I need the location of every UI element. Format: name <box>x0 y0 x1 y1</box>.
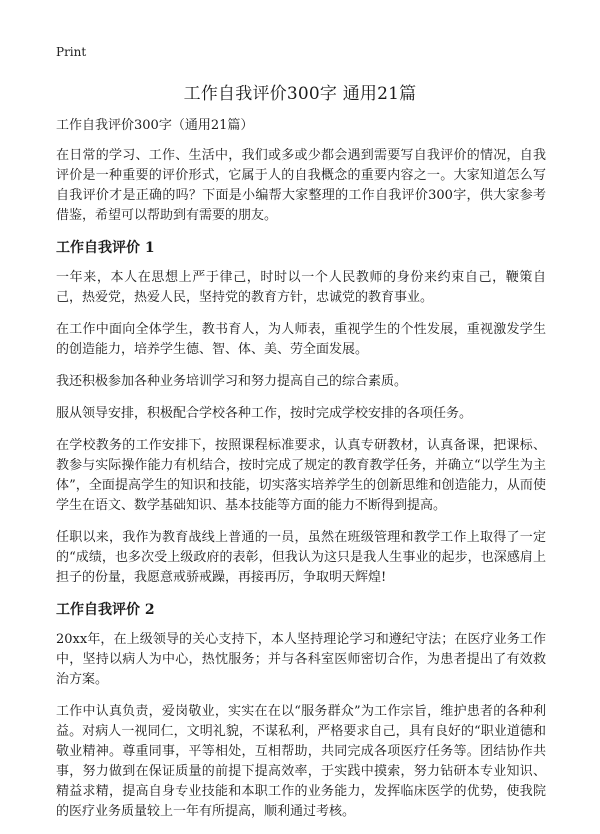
section-heading-2: 工作自我评价 2 <box>56 602 155 618</box>
paragraph: 工作中认真负责，爱岗敬业，实实在在以“服务群众”为工作宗旨，维护患者的各种利益。对病人一视同仁，文明礼貌，不谋私利，严格要求自己，具有良好的“职业道德和敬业精神。尊重同事，平等相处，互相帮助，共同完成各项医疗任务等。团结协作共事，努力做到在保证质量的前提下提高效率，于实践中摸索，努力钻研本专业知识、精益求精，提高自身专业技能和本职工作的业务能力，发挥临床医学的优势，使我院的医疗业务质量较上一年有所提高，顺利通过考核。 <box>56 704 546 819</box>
paragraph: 在学校教务的工作安排下，按照课程标准要求，认真专研教材，认真备课，把课标、教参与实际操作能力有机结合，按时完成了规定的教育教学任务，并确立“以学生为主体”，全面提高学生的知识和技能，切实落实培养学生的创新思维和创造能力，从而使学生在语文、数学基础知识、基本技能等方面的能力不断得到提高。 <box>56 438 546 513</box>
paragraph: 在工作中面向全体学生，教书育人，为人师表，重视学生的个性发展，重视激发学生的创造能力，培养学生德、智、体、美、劳全面发展。 <box>56 322 546 357</box>
print-link[interactable]: Print <box>56 45 87 59</box>
section-heading-1: 工作自我评价 1 <box>56 240 155 256</box>
document-body <box>56 116 546 834</box>
document-subtitle: 工作自我评价300字（通用21篇） <box>56 118 254 133</box>
paragraph: 一年来，本人在思想上严于律己，时时以一个人民教师的身份来约束自己，鞭策自己，热爱党，热爱人民，坚持党的教育方针，忠诚党的教育事业。 <box>56 270 546 305</box>
paragraph: 我还积极参加各种业务培训学习和努力提高自己的综合素质。 <box>56 374 408 389</box>
page-title: 工作自我评价300字 通用21篇 <box>183 84 417 104</box>
paragraph: 服从领导安排，积极配合学校各种工作，按时完成学校安排的各项任务。 <box>56 406 473 421</box>
intro-paragraph: 在日常的学习、工作、生活中，我们或多或少都会遇到需要写自我评价的情况，自我评价是一种重要的评价形式，它属于人的自我概念的重要内容之一。大家知道怎么写自我评价才是正确的吗？下面是小编帮大家整理的工作自我评价300字，供大家参考借鉴，希望可以帮助到有需要的朋友。 <box>56 148 546 223</box>
paragraph: 20xx年，在上级领导的关心支持下，本人坚持理论学习和遵纪守法；在医疗业务工作中，坚持以病人为中心，热忱服务；并与各科室医师密切合作，为患者提出了有效救治方案。 <box>56 632 546 687</box>
paragraph: 任职以来，我作为教育战线上普通的一员，虽然在班级管理和教学工作上取得了一定的“成绩，也多次受上级政府的表彰，但我认为这只是我人生事业的起步，也深感肩上担子的份量，我愿意戒骄戒躁，再接再厉，争取明天辉煌! <box>56 530 546 585</box>
